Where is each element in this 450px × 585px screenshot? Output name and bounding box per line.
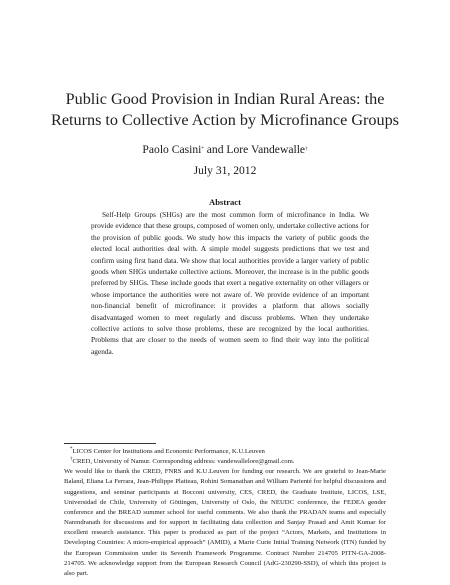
footnote-mark: *: [201, 147, 204, 152]
footnote: [64, 447, 386, 457]
footnote-rule: [64, 443, 156, 444]
acknowledgements: We would like to thank the CRED, FNRS and K.U.Leuven for funding our research. We are grateful to Jean-Marie Baland, Eliana La Ferrara, Jean-Philippe Platteau, Rohini Somanathan and William Parienté for helpful discussions and suggestions, and seminar participants at Bocconi university, CES, CRED, the Graduate Institute, LICOS, LSE, Universidad de Chile, University of Göttingen, University of Oslo, the NEUDC conference, the FEDEA gender conference and the BREAD summer school for useful comments. We also thank the PRADAN teams and especially Narendranath for discussions and for support in facilitating data collection and Sanjay Prasad and Amit Kumar for excellent research assistance. This paper is produced as part of the project “Actors, Markets, and Institutions in Developing Countries: A micro-empirical approach” (AMID), a Marie Curie Initial Training Network (ITN) funded by the European Commission under its Seventh Framework Programme. Contract Number 214705 PITN-GA-2008-214705. We acknowledge support from the European Research Council (AdG-230290-SSD), of which this project is also part.: [64, 468, 386, 577]
author-line: [40, 143, 410, 157]
footnote-text: CRED, University of Namur. Corresponding address: vandewallelore@gmail.com.: [72, 458, 295, 466]
abstract-heading: Abstract: [209, 197, 241, 207]
footnotes: [64, 447, 386, 579]
footnote-mark: †: [305, 147, 308, 152]
footnote-mark: *: [70, 447, 73, 452]
author-name: Lore Vandewalle: [226, 143, 306, 156]
footnote-mark: †: [70, 457, 73, 463]
abstract-text: Self-Help Groups (SHGs) are the most common form of microfinance in India. We provide evidence that these groups, composed of women only, undertake collective actions for the provision of public goods. We study how this impacts the variety of public goods the elected local authorities deal with. A simple model suggests predictions that we test and confirm using first hand data. We show that local authorities provide a larger variety of public goods when SHGs undertake collective actions. Moreover, the increase is in the public goods preferred by SHGs. These include goods that exert a negative externality on other villagers or whose importance the authorities were not aware of. We provide evidence of an important non-financial benefit of microfinance: it provides a platform that allows socially disadvantaged women to meet regularly and discuss problems. When they undertake collective actions to solve those problems, these are recognized by the local authorities. Problems that are closer to the needs of women seem to find their way into the political agenda.: [91, 210, 369, 356]
author-joiner: and: [203, 143, 227, 156]
abstract-body: [91, 209, 369, 357]
author-name: Paolo Casini: [142, 143, 202, 156]
paper-title: Public Good Provision in Indian Rural Areas: the Returns to Collective Action by Microfinance Groups: [51, 90, 399, 129]
footnote: [64, 457, 386, 467]
paper-date: July 31, 2012: [193, 164, 257, 177]
footnote-text: LICOS Center for Institutions and Economic Performance, K.U.Leuven: [72, 448, 265, 455]
